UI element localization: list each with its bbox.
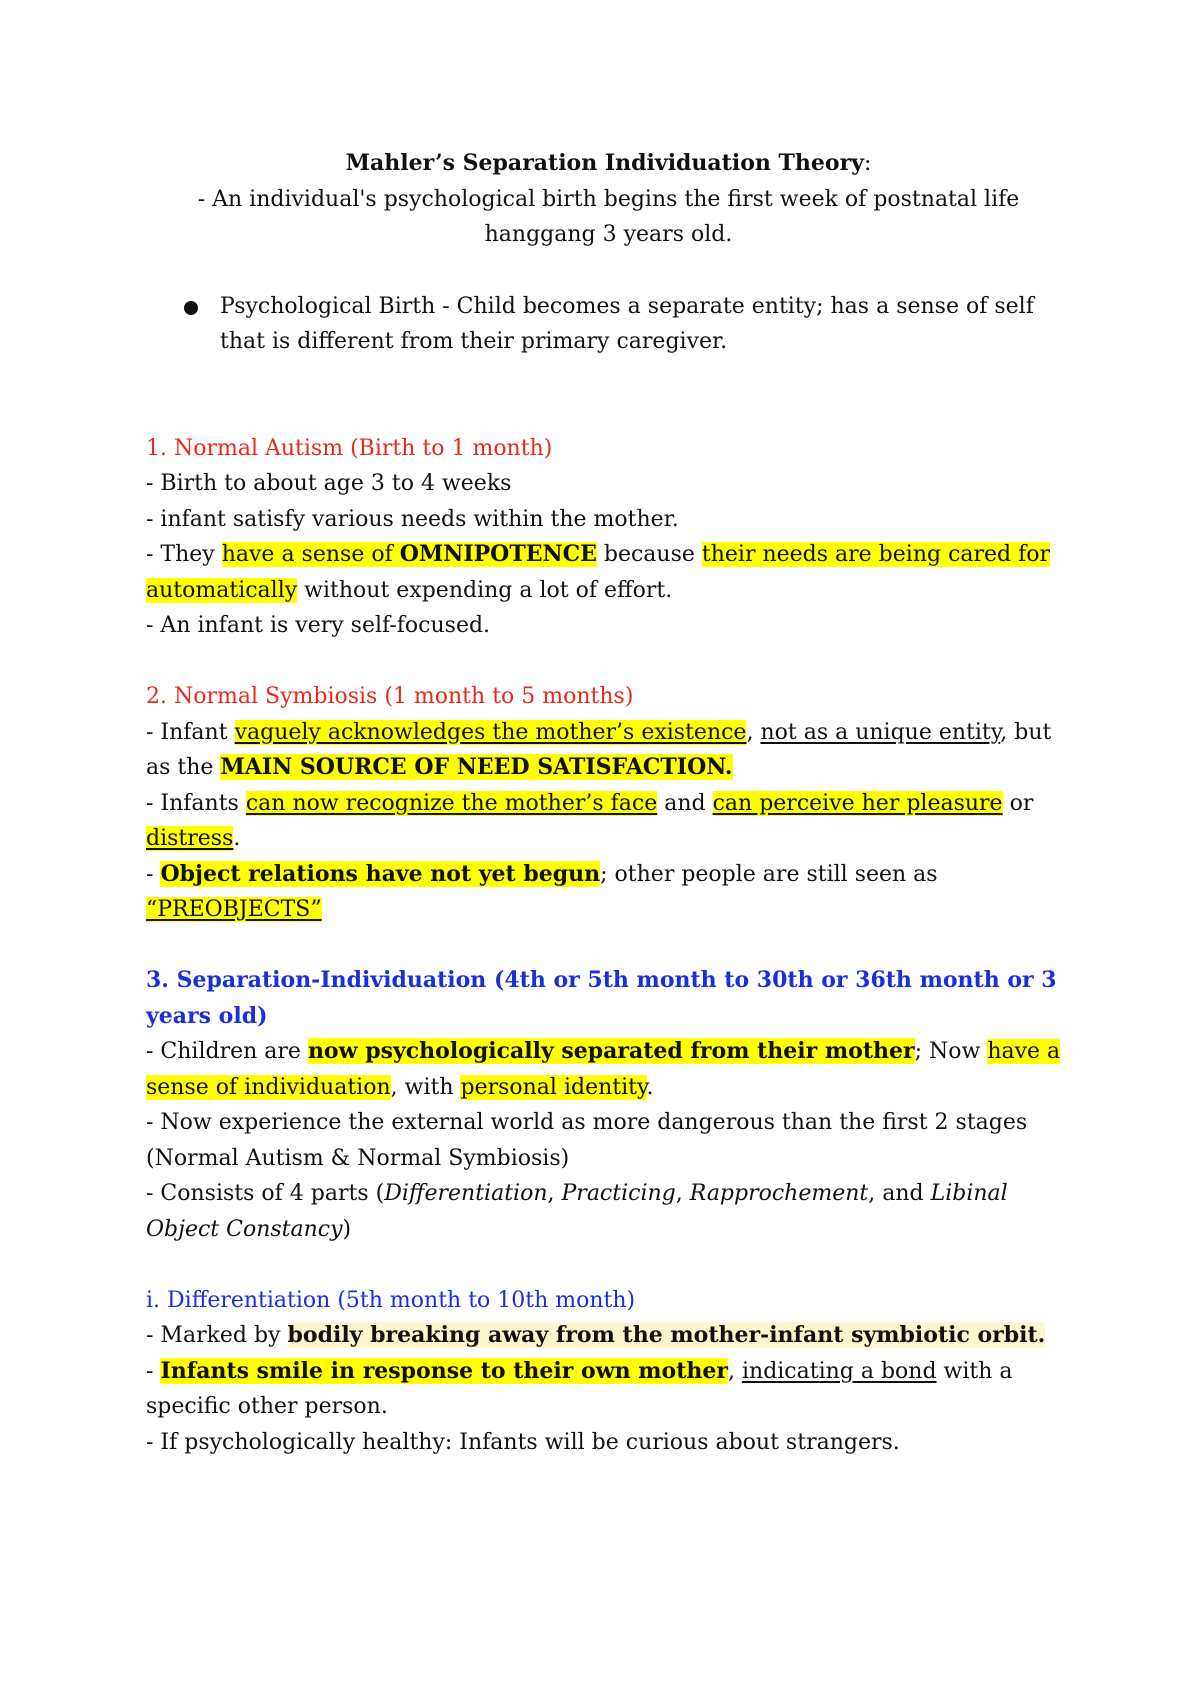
text-run: , [727,1358,742,1384]
substage1-line3: - If psychologically healthy: Infants will be curious about strangers. [146,1429,900,1455]
stage3-line2: - Now experience the external world as more dangerous than the first 2 stages (Normal Autism & Normal Symbiosis) [146,1110,1028,1171]
stage2-heading: 2. Normal Symbiosis (1 month to 5 months) [146,684,634,709]
title-line [146,146,1071,182]
highlight-run: distress [146,826,234,851]
italic-run: Differentiation [384,1181,548,1206]
text-run: ; other people are still seen as [600,861,938,887]
bullet-item [146,289,1071,360]
text-run: without expending a lot of effort. [297,577,673,603]
highlight-run: now psychologically separated from their mother [307,1038,915,1064]
title-colon: : [863,151,872,176]
stage1-line4: - An infant is very self-focused. [146,613,491,638]
text-run: - Children are [146,1039,308,1064]
text-run: - Infants [146,790,246,816]
italic-run: Practicing [561,1181,676,1206]
text-run: , and [868,1181,931,1206]
stage1-heading: 1. Normal Autism (Birth to 1 month) [146,435,553,461]
italic-run: Libinal Object Constancy [146,1181,1008,1242]
text-run: have a sense of [221,542,400,567]
text-run: - Consists of 4 parts ( [146,1181,385,1206]
highlight-run: Infants smile in response to their own mother [160,1357,728,1384]
text-run: , [547,1181,562,1206]
stage3-heading: 3. Separation-Individuation (4th or 5th month to 30th or 36th month or 3 years old) [146,967,1057,1029]
text-run: , [746,719,761,745]
highlight-run: vaguely acknowledges the mother’s existence [234,719,747,745]
text-run: - [146,1358,161,1384]
text-run: - [146,861,161,887]
text-run: ; Now [914,1039,988,1064]
underline-run: not as a unique entity [760,719,1001,745]
text-run: , with [390,1074,461,1100]
text-run: , [675,1181,690,1206]
bullet-dot-icon [184,301,198,315]
stage1-line1: - Birth to about age 3 to 4 weeks [146,471,512,496]
stage2-line3 [146,857,1071,928]
bold-run: OMNIPOTENCE [399,541,597,567]
intro-text: - An individual's psychological birth begins the first week of postnatal life hanggang 3 years old. [197,186,1020,247]
italic-run: Rapprochement [689,1181,869,1206]
substage1-heading: i. Differentiation (5th month to 10th month) [146,1287,636,1313]
text-run: . [233,826,241,851]
highlight-run: personal identity [460,1074,647,1100]
highlight-run: their needs are being cared for automatically [146,542,1051,603]
stage2-line2 [146,786,1071,857]
highlight-run: Object relations have not yet begun [160,860,601,887]
highlight-run: “PREOBJECTS” [146,897,322,922]
text-run: ) [342,1216,352,1242]
stage1-line3 [146,537,1071,608]
text-run: . [646,1074,654,1100]
stage2-line1 [146,715,1071,786]
stage3-line3 [146,1176,1071,1247]
stage3-line1 [146,1034,1071,1105]
highlight-run: can now recognize the mother’s face [245,790,658,816]
text-run: - Marked by [146,1323,288,1348]
text-run: , but as the [146,719,1052,780]
page-title: Mahler’s Separation Individuation Theory [345,150,864,176]
substage1-line2 [146,1354,1071,1425]
text-run: with a specific other person. [146,1358,1013,1419]
bullet-text: Psychological Birth - Child becomes a separate entity; has a sense of self that is different from their primary caregiver. [220,293,1034,354]
underline-run: indicating a bond [741,1358,937,1384]
text-run: or [1002,790,1034,816]
text-run: - Infant [146,719,235,745]
text-run: - They [146,542,222,567]
text-run: because [596,542,702,567]
stage1-line2: - infant satisfy various needs within the mother. [146,506,679,532]
highlight-run: have a sense of individuation [146,1039,1061,1100]
text-run: and [657,790,713,816]
substage1-line1 [146,1318,1071,1354]
highlight-run [222,542,597,567]
highlight-run: MAIN SOURCE OF NEED SATISFACTION. [220,754,733,780]
highlight-run: can perceive her pleasure [712,790,1003,816]
highlight-run: bodily breaking away from the mother-infant symbiotic orbit. [287,1322,1046,1348]
document-body [146,146,1071,1460]
